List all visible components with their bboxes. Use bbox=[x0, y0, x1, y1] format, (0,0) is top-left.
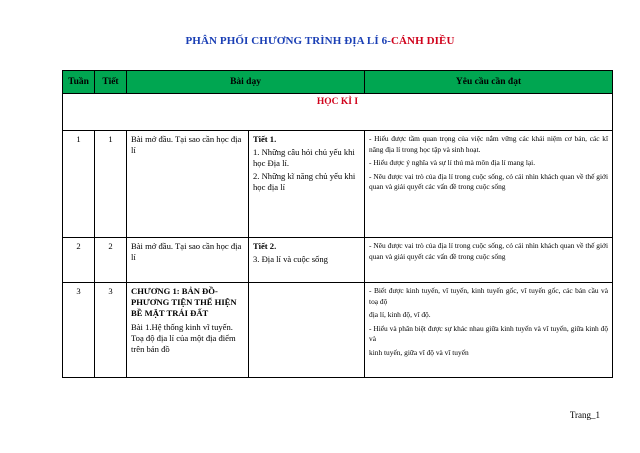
requirement-item: - Nêu được vai trò của địa lí trong cuộc sống, có cái nhìn khách quan về thế giới quan và giải quyết các vấn đề trong cuộc sống bbox=[369, 171, 609, 191]
requirements-cell bbox=[365, 283, 613, 378]
header-lesson: Bài dạy bbox=[127, 71, 365, 94]
lesson-detail-title: Tiết 2. bbox=[253, 241, 277, 251]
lesson-detail-line: 1. Những câu hỏi chủ yếu khi học Địa lí. bbox=[253, 147, 355, 168]
requirement-item: - Hiểu được tầm quan trọng của việc nắm vững các khái niệm cơ bản, các kĩ năng địa lí trong học tập và sinh hoạt. bbox=[369, 134, 609, 154]
page-number: Trang_1 bbox=[569, 410, 600, 420]
requirement-item: - Biết được kinh tuyến, vĩ tuyến, kinh tuyến gốc, vĩ tuyến gốc, các bán cầu và toạ độ bbox=[369, 286, 609, 306]
period-cell: 2 bbox=[95, 238, 127, 283]
table-row bbox=[63, 131, 613, 238]
lesson-detail-title: Tiết 1. bbox=[253, 134, 277, 144]
week-cell: 2 bbox=[63, 238, 95, 283]
lesson-cell: Bài mở đầu. Tại sao cần học địa lí bbox=[127, 238, 249, 283]
requirements-cell bbox=[365, 238, 613, 283]
lesson-detail-line: 3. Địa lí và cuộc sống bbox=[253, 254, 328, 264]
table-row bbox=[63, 238, 613, 283]
requirement-item: địa lí, kinh độ, vĩ độ. bbox=[369, 310, 431, 319]
header-requirements: Yêu cầu cần đạt bbox=[365, 71, 613, 94]
page-title bbox=[0, 35, 640, 47]
lesson-detail-cell bbox=[249, 283, 365, 378]
section-label: HỌC KÌ I bbox=[63, 94, 613, 131]
section-row bbox=[63, 94, 613, 131]
requirement-item: - Hiểu và phân biệt được sự khác nhau giữa kinh tuyến và vĩ tuyến, giữa kinh độ và bbox=[369, 323, 609, 343]
table-header-row bbox=[63, 71, 613, 94]
header-period: Tiết bbox=[95, 71, 127, 94]
requirements-cell bbox=[365, 131, 613, 238]
period-cell: 1 bbox=[95, 131, 127, 238]
period-cell: 3 bbox=[95, 283, 127, 378]
lesson-cell: Bài mở đầu. Tại sao cần học địa lí bbox=[127, 131, 249, 238]
week-cell: 1 bbox=[63, 131, 95, 238]
program-table bbox=[62, 70, 613, 378]
lesson-detail-cell bbox=[249, 131, 365, 238]
week-cell: 3 bbox=[63, 283, 95, 378]
requirement-item: - Hiểu được ý nghĩa và sự lí thú mà môn địa lí mang lại. bbox=[369, 158, 536, 167]
requirement-item: - Nêu được vai trò của địa lí trong cuộc sống, có cái nhìn khách quan về thế giới quan và giải quyết các vấn đề trong cuộc sống bbox=[369, 241, 609, 261]
page-title-highlight: CÁNH DIỀU bbox=[390, 35, 455, 47]
lesson-name: Bài 1.Hệ thống kinh vĩ tuyến. Toạ độ địa lí của một địa điểm trên bản đồ bbox=[131, 322, 236, 354]
table-row bbox=[63, 283, 613, 378]
lesson-detail-line: 2. Những kĩ năng chủ yếu khi học địa lí bbox=[253, 171, 356, 192]
lesson-detail-cell bbox=[249, 238, 365, 283]
requirement-item: kinh tuyến, giữa vĩ độ và vĩ tuyến bbox=[369, 347, 469, 357]
chapter-title: CHƯƠNG 1: BẢN ĐỒ-PHƯƠNG TIỆN THỂ HIỆN BỀ MẶT TRÁI ĐẤT bbox=[131, 286, 237, 318]
header-week: Tuần bbox=[63, 71, 95, 94]
page-title-main: PHÂN PHỐI CHƯƠNG TRÌNH ĐỊA LÍ 6- bbox=[185, 35, 391, 47]
lesson-cell bbox=[127, 283, 249, 378]
